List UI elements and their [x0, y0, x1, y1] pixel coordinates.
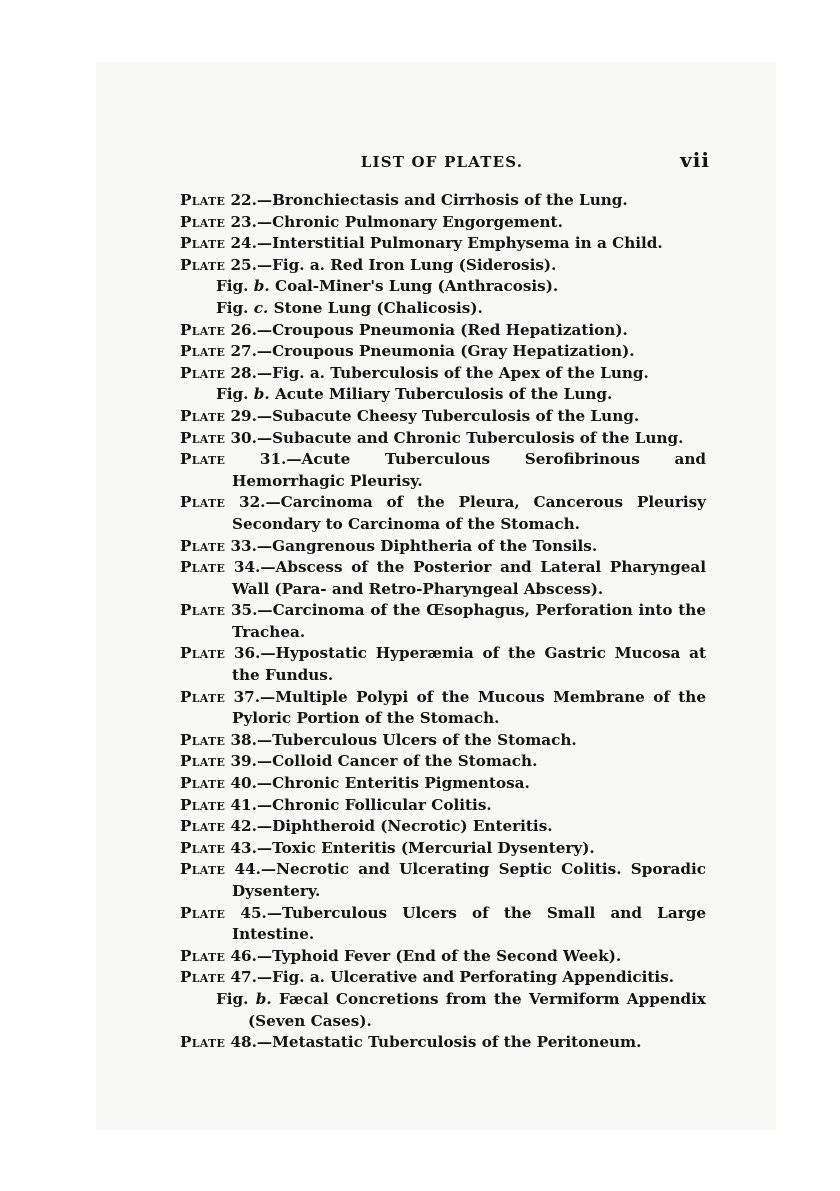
plate-title: —Colloid Cancer of the Stomach. [256, 752, 538, 771]
plate-number: 24 [230, 234, 252, 253]
fig-label: Fig. [216, 277, 249, 296]
plate-entry: Plate 22.—Bronchiectasis and Cirrhosis of the Lung. [180, 191, 628, 209]
subfigure-title: Fæcal Concretions from the Vermiform Appendix (Seven Cases). [248, 989, 706, 1030]
fig-label: Fig. [216, 298, 249, 317]
plate-number: 22 [230, 191, 252, 209]
page-number: vii [680, 148, 710, 172]
plate-entry: Plate 47.—Fig. a. Ulcerative and Perforating Appendicitis. [180, 968, 675, 987]
plate-subfigure [180, 276, 706, 298]
plate-title: —Bronchiectasis and Cirrhosis of the Lung. [256, 191, 628, 209]
plate-entry: Plate 46.—Typhoid Fever (End of the Second Week). [180, 946, 622, 965]
plate-entry: Plate 32.—Carcinoma of the Pleura, Cancerous Pleurisy Secondary to Carcinoma of the Stomach. [180, 493, 706, 533]
plate-entry: Plate 35.—Carcinoma of the Œsophagus, Perforation into the Trachea. [180, 601, 706, 641]
plate-label: Plate [180, 838, 226, 857]
plate-entry: Plate 37.—Multiple Polypi of the Mucous Membrane of the Pyloric Portion of the Stomach. [180, 687, 706, 728]
plate-number: 41 [230, 795, 252, 814]
fig-letter: c. [253, 298, 269, 317]
plate-number: 39 [230, 752, 252, 771]
plate-label: Plate [180, 687, 226, 706]
plate-title: —Tuberculous Ulcers of the Stomach. [256, 730, 577, 749]
plate-label: Plate [180, 601, 226, 620]
plate-number: 29 [230, 406, 252, 425]
plate-number: 28 [230, 363, 252, 382]
plate-title: —Abscess of the Posterior and Lateral Pharyngeal Wall (Para- and Retro-Pharyngeal Abscess). [232, 558, 706, 598]
plate-entry: Plate 29.—Subacute Cheesy Tuberculosis of the Lung. [180, 406, 640, 425]
plate-number: 48 [230, 1033, 252, 1052]
plate-number: 46 [230, 946, 252, 965]
page-title: LIST OF PLATES. [360, 153, 524, 171]
plate-title: —Croupous Pneumonia (Red Hepatization). [256, 320, 628, 339]
plate-title: —Subacute and Chronic Tuberculosis of the Lung. [256, 428, 684, 447]
plate-label: Plate [180, 342, 226, 361]
plate-entry: Plate 26.—Croupous Pneumonia (Red Hepatization). [180, 320, 628, 339]
plate-label: Plate [180, 428, 226, 447]
plate-title: —Subacute Cheesy Tuberculosis of the Lung. [256, 406, 640, 425]
plate-number: 43 [230, 838, 252, 857]
plate-title: —Carcinoma of the Œsophagus, Perforation into the Trachea. [232, 601, 706, 641]
plate-title: —Acute Tuberculous Serofibrinous and Hemorrhagic Pleurisy. [232, 450, 706, 490]
plate-title: —Croupous Pneumonia (Gray Hepatization). [256, 342, 635, 361]
plate-title: —Metastatic Tuberculosis of the Peritoneum. [256, 1033, 642, 1052]
plate-label: Plate [180, 860, 226, 879]
plate-title: —Toxic Enteritis (Mercurial Dysentery). [256, 838, 595, 857]
plate-label: Plate [180, 903, 226, 922]
plate-entry: Plate 33.—Gangrenous Diphtheria of the Tonsils. [180, 536, 598, 555]
plate-title: —Fig. a. Ulcerative and Perforating Appendicitis. [256, 968, 675, 987]
plate-label: Plate [180, 450, 226, 469]
plate-number: 25 [230, 255, 252, 274]
plate-number: 40 [230, 774, 252, 793]
plate-number: 30 [230, 428, 252, 447]
plate-number: 44 [234, 860, 256, 879]
plate-subfigure [180, 384, 706, 406]
plate-title: —Carcinoma of the Pleura, Cancerous Pleurisy Secondary to Carcinoma of the Stomach. [232, 493, 706, 533]
plate-label: Plate [180, 752, 226, 771]
plate-number: 26 [230, 320, 252, 339]
plate-number: 35 [230, 601, 253, 620]
running-header [178, 148, 710, 176]
plate-number: 38 [230, 730, 252, 749]
plate-title: —Multiple Polypi of the Mucous Membrane of the Pyloric Portion of the Stomach. [232, 687, 706, 728]
plate-label: Plate [180, 968, 226, 987]
plate-entry: Plate 41.—Chronic Follicular Colitis. [180, 795, 492, 814]
fig-letter: b. [253, 277, 270, 296]
plate-number: 33 [230, 536, 252, 555]
plate-entry: Plate 30.—Subacute and Chronic Tuberculosis of the Lung. [180, 428, 684, 447]
plate-entry: Plate 24.—Interstitial Pulmonary Emphysema in a Child. [180, 234, 663, 253]
plate-label: Plate [180, 644, 226, 663]
plate-title: —Gangrenous Diphtheria of the Tonsils. [256, 536, 598, 555]
plate-subfigure [180, 989, 706, 1032]
fig-letter: b. [253, 385, 270, 404]
plate-entry: Plate 39.—Colloid Cancer of the Stomach. [180, 752, 538, 771]
plate-number: 42 [230, 817, 252, 836]
plate-label: Plate [180, 234, 226, 253]
plate-entry: Plate 31.—Acute Tuberculous Serofibrinous and Hemorrhagic Pleurisy. [180, 450, 706, 490]
plate-number: 34 [233, 558, 256, 577]
plate-title: —Interstitial Pulmonary Emphysema in a Child. [256, 234, 663, 253]
fig-letter: b. [255, 989, 272, 1008]
plate-label: Plate [180, 536, 226, 555]
plate-entry: Plate 28.—Fig. a. Tuberculosis of the Apex of the Lung. [180, 363, 649, 382]
plate-entry: Plate 23.—Chronic Pulmonary Engorgement. [180, 212, 563, 231]
plate-entry: Plate 44.—Necrotic and Ulcerating Septic Colitis. Sporadic Dysentery. [180, 860, 706, 900]
plate-title: —Diphtheroid (Necrotic) Enteritis. [256, 817, 553, 836]
plate-number: 31 [259, 450, 282, 469]
subfigure-title: Stone Lung (Chalicosis). [273, 298, 483, 317]
plate-title: —Hypostatic Hyperæmia of the Gastric Mucosa at the Fundus. [232, 644, 706, 685]
plate-number: 37 [233, 687, 255, 706]
plate-number: 36 [233, 644, 256, 663]
plate-label: Plate [180, 363, 226, 382]
plate-label: Plate [180, 774, 226, 793]
plate-label: Plate [180, 795, 226, 814]
plate-entry: Plate 42.—Diphtheroid (Necrotic) Enteritis. [180, 817, 553, 836]
plate-label: Plate [180, 730, 226, 749]
subfigure-title: Acute Miliary Tuberculosis of the Lung. [274, 385, 613, 404]
plate-title: —Fig. a. Red Iron Lung (Siderosis). [256, 255, 557, 274]
subfigure-title: Coal-Miner's Lung (Anthracosis). [274, 277, 559, 296]
plate-entry: Plate 34.—Abscess of the Posterior and Lateral Pharyngeal Wall (Para- and Retro-Pharyngeal Abscess). [180, 558, 706, 598]
plate-label: Plate [180, 493, 226, 512]
plate-entry: Plate 40.—Chronic Enteritis Pigmentosa. [180, 774, 530, 793]
plate-number: 47 [230, 968, 252, 987]
plate-number: 45 [240, 903, 262, 922]
plate-label: Plate [180, 558, 226, 577]
plate-label: Plate [180, 212, 226, 231]
plate-entry: Plate 48.—Metastatic Tuberculosis of the Peritoneum. [180, 1033, 642, 1052]
plate-title: —Typhoid Fever (End of the Second Week). [256, 946, 622, 965]
plate-number: 23 [230, 212, 252, 231]
plate-entry: Plate 45.—Tuberculous Ulcers of the Small and Large Intestine. [180, 903, 706, 944]
plate-entry: Plate 27.—Croupous Pneumonia (Gray Hepatization). [180, 342, 635, 361]
plate-label: Plate [180, 191, 226, 209]
plate-subfigure [180, 298, 706, 320]
plate-entry: Plate 36.—Hypostatic Hyperæmia of the Gastric Mucosa at the Fundus. [180, 644, 706, 685]
plate-title: —Chronic Enteritis Pigmentosa. [256, 774, 530, 793]
plate-entry: Plate 38.—Tuberculous Ulcers of the Stomach. [180, 730, 577, 749]
fig-label: Fig. [216, 385, 249, 404]
plate-label: Plate [180, 406, 226, 425]
plate-entry: Plate 25.—Fig. a. Red Iron Lung (Siderosis). [180, 255, 557, 274]
plate-title: —Chronic Follicular Colitis. [256, 795, 492, 814]
plate-label: Plate [180, 255, 226, 274]
plate-number: 32 [239, 493, 261, 512]
plate-title: —Tuberculous Ulcers of the Small and Large Intestine. [232, 903, 706, 944]
plate-list [180, 190, 706, 1054]
plate-entry: Plate 43.—Toxic Enteritis (Mercurial Dysentery). [180, 838, 595, 857]
plate-label: Plate [180, 1033, 226, 1052]
plate-label: Plate [180, 320, 226, 339]
plate-title: —Chronic Pulmonary Engorgement. [256, 212, 563, 231]
plate-number: 27 [230, 342, 252, 361]
plate-title: —Fig. a. Tuberculosis of the Apex of the Lung. [256, 363, 649, 382]
plate-title: —Necrotic and Ulcerating Septic Colitis. Sporadic Dysentery. [232, 860, 706, 900]
plate-label: Plate [180, 946, 226, 965]
fig-label: Fig. [216, 989, 249, 1008]
plate-label: Plate [180, 817, 226, 836]
